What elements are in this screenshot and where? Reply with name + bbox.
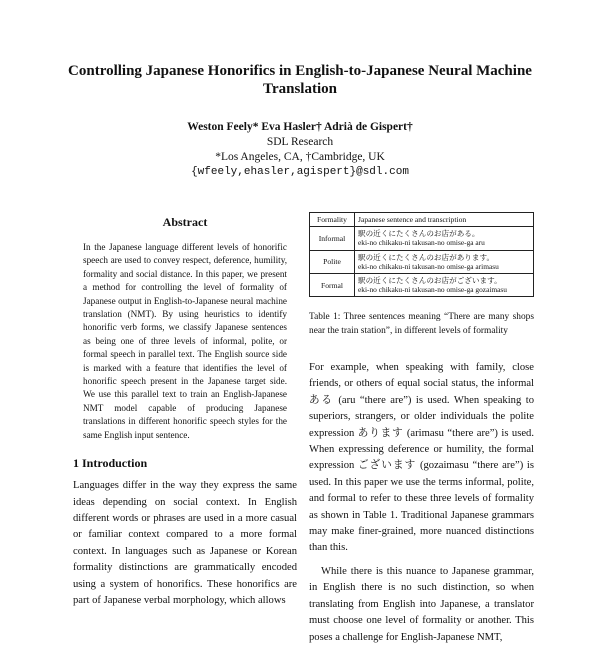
transliteration: eki-no chikaku-ni takusan-no omise-ga aru: [358, 238, 485, 248]
abstract-text: In the Japanese language different levels of honorific speech are used to convey respect, deference, humility, formality and social distance. In this paper, we present a method for controlling the level of formality of Japanese output in English-to-Japanese neural machine translation (NMT). By using heuristics to identify honorific verb forms, we classify Japanese sentences as being one of three levels of informal, polite, or formal speech in parallel text. The English source side is marked with a feature that identifies the level of honorific speech present in the Japanese target side. We use this parallel text to train an English-Japanese NMT model capable of producing Japanese translations in different honorific speech styles for the same English input sentence.: [83, 242, 287, 440]
table-row: [310, 274, 534, 297]
japanese-sentence: 駅の近くにたくさんのお店があります。: [358, 252, 495, 262]
right-body: [309, 360, 534, 646]
paper-title: Controlling Japanese Honorifics in English-to-Japanese Neural Machine Translation: [68, 63, 532, 97]
abstract-heading: Abstract: [162, 215, 208, 229]
author-emails: {wfeely,ehasler,agispert}@sdl.com: [191, 166, 409, 178]
table-row: [310, 250, 534, 273]
transliteration: eki-no chikaku-ni takusan-no omise-ga gozaimasu: [358, 285, 507, 295]
body-paragraph: For example, when speaking with family, close friends, or others of equal social status, the informal ある (aru “there are”) is used. When speaking to superiors, strangers, or older individuals the polite expression あります (arimasu “there are”) is used. When expressing deference or humility, the formal expression ございます (gozaimasu “there are”) is used. In this paper we use the terms informal, polite, and formal to refer to these three levels of formality as shown in Table 1. Traditional Japanese grammars may make finer-grained, more nuanced distinctions than this.: [309, 362, 534, 554]
sentence-cell: [355, 227, 534, 250]
japanese-sentence: 駅の近くにたくさんのお店がございます。: [358, 276, 502, 286]
table-header-row: [310, 213, 534, 227]
left-column: [73, 215, 297, 609]
right-column: [309, 212, 534, 646]
sentence-cell: [355, 274, 534, 297]
sentence-cell: [355, 250, 534, 273]
table-row: [310, 227, 534, 250]
formality-level: Polite: [310, 250, 355, 273]
table-header-cell: Formality: [310, 213, 355, 227]
author-block: [100, 120, 500, 180]
transliteration: eki-no chikaku-ni takusan-no omise-ga arimasu: [358, 261, 499, 271]
author-names: Weston Feely* Eva Hasler† Adrià de Gispert†: [187, 121, 413, 133]
introduction-heading: 1 Introduction: [73, 456, 148, 471]
body-paragraph: While there is this nuance to Japanese grammar, in English there is no such distinction, so when translating from English into Japanese, a translator must choose one level of formality or another. This poses a challenge for English-Japanese NMT,: [309, 565, 534, 643]
formality-level: Informal: [310, 227, 355, 250]
introduction-text: Languages differ in the way they express the same ideas depending on social context. In English different words or phrases are used in a more casual or familiar context compared to a more formal context. In languages such as Japanese or Korean formality distinctions are grammatically encoded using a system of honorifics. These honorifics are part of Japanese verbal morphology, which allows: [73, 480, 297, 606]
location: *Los Angeles, CA, †Cambridge, UK: [215, 151, 385, 163]
formality-table: [309, 212, 534, 297]
affiliation: SDL Research: [266, 136, 334, 148]
table-header-cell: Japanese sentence and transcription: [355, 213, 534, 227]
table-caption: Table 1: Three sentences meaning “There are many shops near the train station”, in different levels of formality: [309, 312, 534, 336]
japanese-sentence: 駅の近くにたくさんのお店がある。: [358, 229, 480, 239]
formality-level: Formal: [310, 274, 355, 297]
